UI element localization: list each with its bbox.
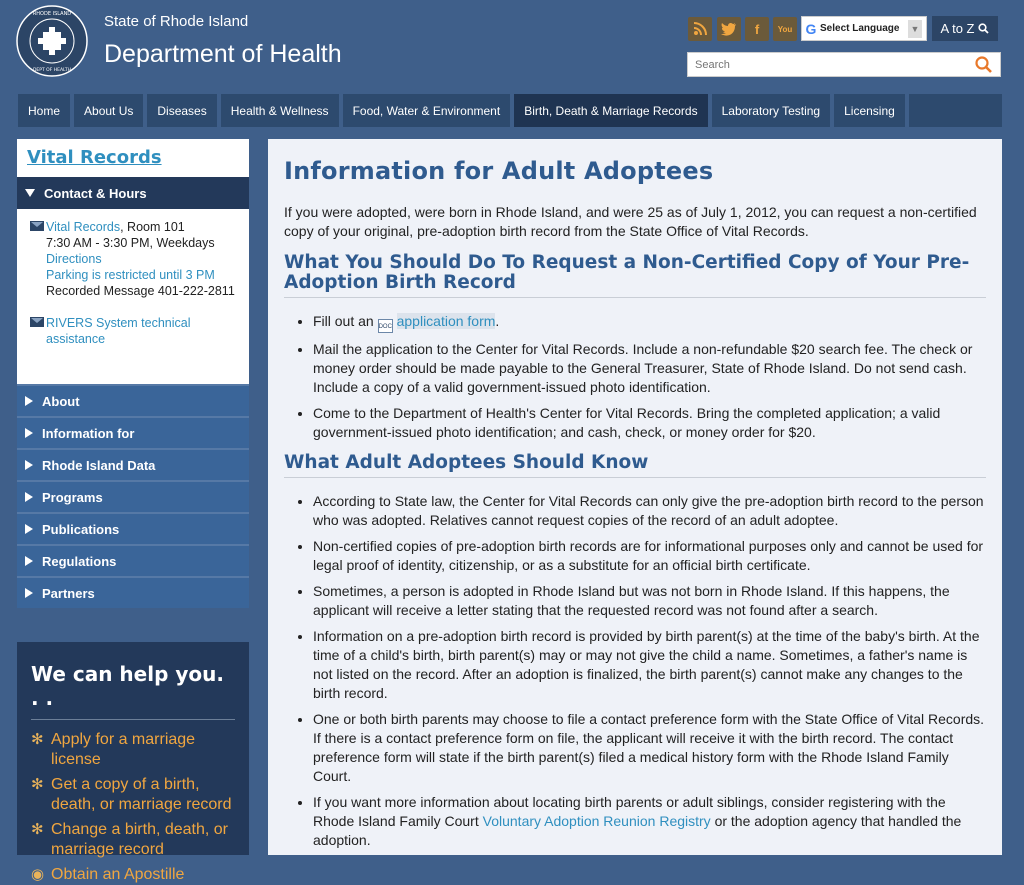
help-item-marriage-license[interactable] [31,730,235,770]
sidebar-item-label: About [42,393,80,409]
triangle-right-icon [25,460,33,470]
list-item: • Sometimes, a person is adopted in Rhode Island but was not born in Rhode Island. If this happens, the applicant will receive a letter stating that the requested record was not found after a search. [313,582,986,620]
youtube-icon[interactable]: You [773,17,797,41]
envelope-icon [30,221,44,231]
recorded-message: Recorded Message 401-222-2811 [46,284,235,298]
nav-item-home[interactable]: Home [18,94,70,127]
vital-records-link[interactable]: Vital Records [46,220,121,234]
triangle-right-icon [25,428,33,438]
asterisk-icon: ✻ [31,731,44,748]
sidebar-item-regulations[interactable] [17,544,249,576]
atoz-button[interactable] [932,16,998,41]
list-item [313,312,986,333]
document-icon: DOC [378,319,393,333]
sidebar-item-partners[interactable] [17,576,249,608]
sidebar-item-label: Partners [42,585,95,601]
nav-item-food-water-environment[interactable]: Food, Water & Environment [343,94,511,127]
site-header [0,0,1024,94]
parking-link[interactable]: Parking is restricted until 3 PM [46,268,215,282]
search-icon[interactable] [974,55,994,75]
triangle-right-icon [25,524,33,534]
help-item-get-copy[interactable] [31,775,235,815]
svg-text:DEPT OF HEALTH: DEPT OF HEALTH [32,68,72,73]
triangle-right-icon [25,492,33,502]
intro-paragraph: If you were adopted, were born in Rhode Island, and were 25 as of July 1, 2012, you can request a non-certified copy of your original, pre-adoption birth record from the State Office of Vital Records. [284,204,977,239]
sidebar-item-label: Publications [42,521,120,537]
list-item: • Information on a pre-adoption birth record is provided by birth parent(s) at the time of the baby's birth. At the time of a child's birth, birth parent(s) may or may not give the child a name. Sometimes, a father's name is not listed on the record. After an adoption is finalized, the birth parent(s) cannot make any changes to the birth record. [313,627,986,703]
search-icon [978,23,989,34]
nav-item-about-us[interactable]: About Us [74,94,143,127]
list-item: • Come to the Department of Health's Center for Vital Records. Bring the completed application; a valid government-issued photo identification; and cash, check, or money order for $20. [313,404,986,442]
sidebar-item-label: Rhode Island Data [42,457,156,473]
list-item-text: Fill out an [313,313,378,329]
reunion-registry-link[interactable]: Voluntary Adoption Reunion Registry [482,813,711,829]
nav-item-birth-death-marriage[interactable]: Birth, Death & Marriage Records [514,94,707,127]
help-title: We can help you. . . [31,662,235,720]
help-item-change-record[interactable] [31,820,235,860]
sidebar-item-information-for[interactable] [17,416,249,448]
nav-item-laboratory-testing[interactable]: Laboratory Testing [712,94,831,127]
main-content [268,139,1002,855]
atoz-label: A to Z [940,21,975,36]
asterisk-icon: ✻ [31,776,44,793]
rivers-line [46,315,249,347]
sidebar-item-label: Programs [42,489,103,505]
contact-hours: 7:30 AM - 3:30 PM, Weekdays [46,236,215,250]
seal-logo[interactable] [16,5,88,77]
list-item: • Mail the application to the Center for Vital Records. Include a non-refundable $20 search fee. The check or money order should be made payable to the General Treasurer, State of Rhode Island. Do not send cash. Include a copy of a valid government-issued photo identification. [313,340,986,397]
twitter-icon[interactable] [717,17,741,41]
seal-icon: ◉ [31,866,45,883]
asterisk-icon: ✻ [31,821,44,838]
help-item-apostille[interactable] [31,865,235,885]
sidebar-item-label: Information for [42,425,135,441]
sidebar-title[interactable]: Vital Records [17,139,249,177]
know-list [284,492,986,850]
rivers-link[interactable]: RIVERS System technical assistance [46,316,191,346]
page-title: Information for Adult Adoptees [284,157,714,185]
help-item-label: Apply for a marriage license [51,731,196,768]
search-field [687,52,1001,77]
list-item: • According to State law, the Center for Vital Records can only give the pre-adoption birth record to the person who was adopted. Relatives cannot request copies of the record of an adult adoptee. [313,492,986,530]
search-input[interactable] [688,53,958,76]
contact-office-line [46,219,249,235]
state-name: State of Rhode Island [104,13,249,30]
list-item: • One or both birth parents may choose to file a contact preference form with the State Office of Vital Records. If there is a contact preference form on file, the applicant will receive it with the birth record. The contact preference form will state if the birth parent(s) filed a medical history form with the Rhode Island Family Court. [313,710,986,786]
list-item-text: or the adoption agency that handled the adoption. [313,813,962,848]
sidebar [17,139,249,608]
help-item-label: Obtain an Apostille [51,866,185,883]
google-icon: G [805,20,817,37]
sidebar-item-label: Regulations [42,553,117,569]
help-box [17,642,249,883]
application-form-link[interactable]: application form [396,313,496,329]
list-item [313,793,986,850]
section-heading-know: What Adult Adoptees Should Know [284,453,986,478]
triangle-right-icon [25,396,33,406]
triangle-down-icon [25,189,35,197]
nav-filler [909,94,1002,127]
sidebar-item-rhode-island-data[interactable] [17,448,249,480]
sidebar-contact-heading[interactable] [17,177,249,209]
sidebar-item-about[interactable] [17,384,249,416]
triangle-right-icon [25,588,33,598]
sidebar-item-publications[interactable] [17,512,249,544]
chevron-down-icon: ▼ [908,20,922,38]
request-steps-list [284,312,986,442]
site-title[interactable]: Department of Health [104,40,342,68]
list-item-text: If you want more information about locating birth parents or adult siblings, consider registering with the Rhode Island Family Court [313,794,946,829]
contact-room: , Room 101 [120,220,185,234]
svg-text:RHODE ISLAND: RHODE ISLAND [32,11,72,17]
list-item-text: . [495,313,500,329]
sidebar-item-programs[interactable] [17,480,249,512]
envelope-icon [30,317,44,327]
contact-heading-label: Contact & Hours [44,185,147,201]
rss-icon[interactable] [688,17,712,41]
directions-link[interactable]: Directions [46,252,102,266]
nav-item-licensing[interactable]: Licensing [834,94,905,127]
triangle-right-icon [25,556,33,566]
nav-item-health-wellness[interactable]: Health & Wellness [221,94,339,127]
nav-item-diseases[interactable]: Diseases [147,94,216,127]
contact-info [17,209,249,384]
language-label: Select Language [820,23,900,34]
language-select[interactable] [801,16,927,41]
list-item: • Non-certified copies of pre-adoption birth records are for informational purposes only and cannot be used for legal proof of identity, citizenship, or as a substitute for an official birth certificate. [313,537,986,575]
help-item-label: Change a birth, death, or marriage record [51,821,229,858]
facebook-icon[interactable]: f [745,17,769,41]
main-nav [18,94,1002,127]
help-item-label: Get a copy of a birth, death, or marriage record [51,776,232,813]
section-heading-request: What You Should Do To Request a Non-Certified Copy of Your Pre-Adoption Birth Record [284,253,986,298]
